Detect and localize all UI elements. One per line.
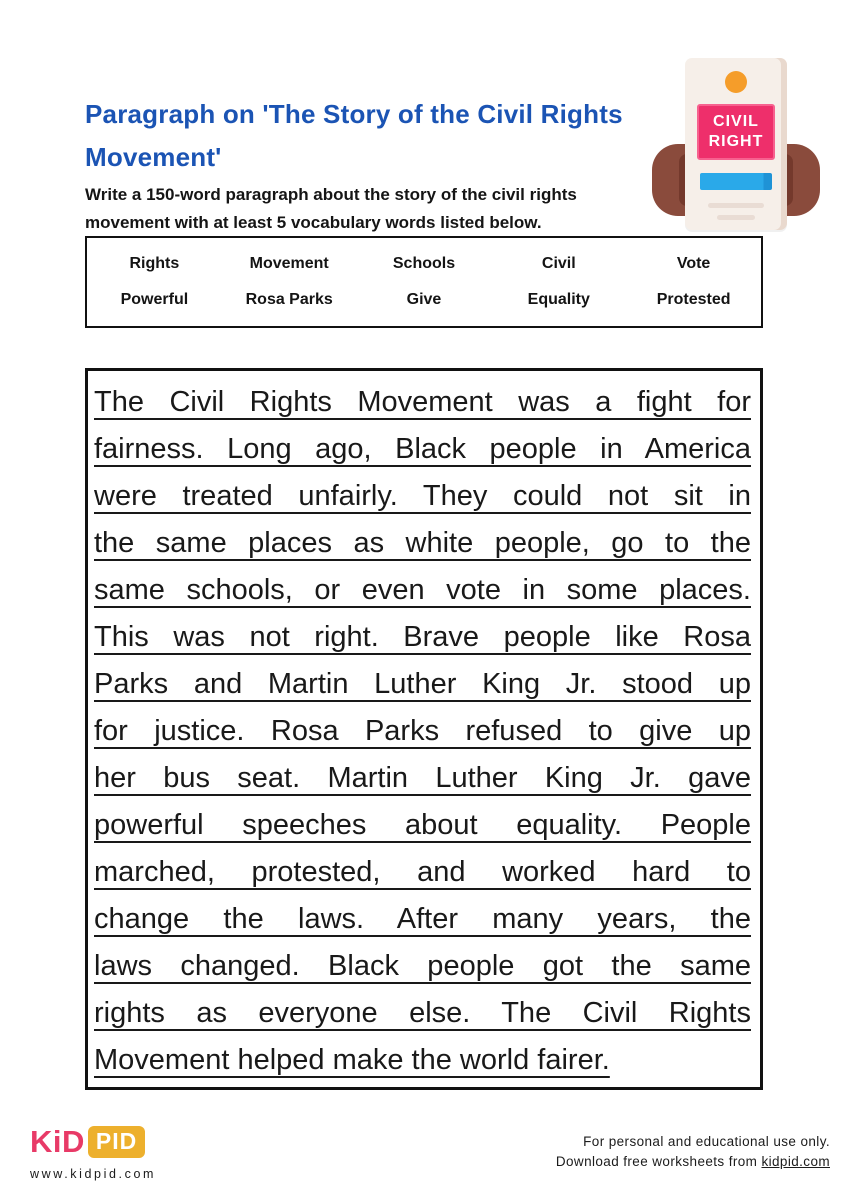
paragraph-line: fairness. Long ago, Black people in America [94, 433, 751, 465]
vocab-word: Powerful [120, 291, 189, 308]
paragraph-line: The Civil Rights Movement was a fight for [94, 386, 751, 418]
footer-note-line2 [556, 1152, 830, 1172]
paragraph-line: Parks and Martin Luther King Jr. stood up [94, 668, 751, 700]
paragraph-line: This was not right. Brave people like Rosa [94, 621, 751, 653]
paragraph-line: same schools, or even vote in some places. [94, 574, 751, 606]
page-title: Paragraph on 'The Story of the Civil Rights Movement' [85, 99, 623, 173]
paragraph-line: Movement helped make the world fairer. [94, 1044, 610, 1076]
footer-note [556, 1132, 830, 1172]
paragraph-box [85, 368, 763, 1090]
paragraph-line: laws changed. Black people got the same [94, 950, 751, 982]
logo-pid-badge: PID [88, 1126, 145, 1158]
paragraph-line: for justice. Rosa Parks refused to give up [94, 715, 751, 747]
logo-website-text: www.kidpid.com [30, 1167, 157, 1181]
paragraph-line: change the laws. After many years, the [94, 903, 751, 935]
vocab-word: Protested [656, 291, 731, 308]
vocab-word: Schools [392, 255, 456, 272]
vocab-word: Rights [129, 255, 180, 272]
vocabulary-box [85, 236, 763, 328]
vocab-word: Equality [527, 291, 590, 308]
flyer-text-line [708, 203, 764, 208]
vocab-word: Give [406, 291, 442, 308]
footer-note-line1: For personal and educational use only. [583, 1134, 830, 1149]
civil-right-label: CIVIL RIGHT [697, 104, 775, 160]
orange-dot-icon [725, 71, 747, 93]
paragraph-line: powerful speeches about equality. People [94, 809, 751, 841]
logo-kid-text: KiD [30, 1124, 85, 1159]
paragraph-line: were treated unfairly. They could not sit in [94, 480, 751, 512]
vocab-word: Movement [249, 255, 329, 272]
kidpid-logo [30, 1124, 156, 1181]
blue-bar-decoration [700, 173, 772, 190]
footer-note-line2-prefix: Download free worksheets from [555, 1154, 762, 1169]
paragraph-line: her bus seat. Martin Luther King Jr. gave [94, 762, 751, 794]
vocab-word: Civil [541, 255, 576, 272]
instructions-text: Write a 150-word paragraph about the story of the civil rights movement with at least 5 vocabulary words listed below. [85, 185, 577, 232]
paragraph-line: marched, protested, and worked hard to [94, 856, 751, 888]
paragraph-line: rights as everyone else. The Civil Rights [94, 997, 751, 1029]
vocab-word: Rosa Parks [245, 291, 333, 308]
civil-rights-flyer-icon [652, 58, 820, 234]
vocab-word: Vote [676, 255, 711, 272]
kidpid-link[interactable]: kidpid.com [761, 1154, 830, 1169]
flyer-text-line [717, 215, 755, 220]
flyer-paper [685, 58, 787, 230]
paragraph-line: the same places as white people, go to the [94, 527, 751, 559]
